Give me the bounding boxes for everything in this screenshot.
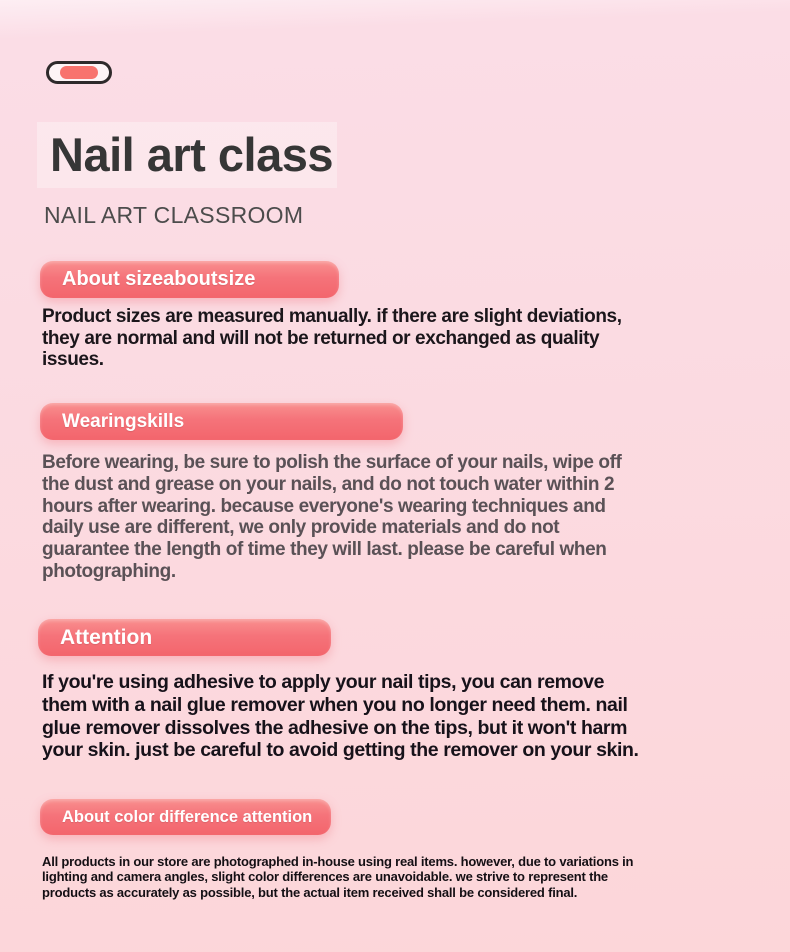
body-line: daily use are different, we only provide materials and do not — [42, 517, 560, 539]
body-line: them with a nail glue remover when you no longer need them. nail — [42, 693, 628, 716]
pill-toggle-icon — [46, 61, 112, 84]
section-body-attention — [42, 671, 639, 762]
body-line: your skin. just be careful to avoid getting the remover on your skin. — [42, 739, 639, 762]
section-label-about-size — [40, 261, 339, 298]
body-line: they are normal and will not be returned or exchanged as quality — [42, 327, 600, 349]
section-label-wearing-skills — [40, 403, 403, 440]
body-line: hours after wearing. because everyone's wearing techniques and — [42, 495, 606, 517]
body-line: Before wearing, be sure to polish the surface of your nails, wipe off — [42, 452, 622, 473]
section-label-attention — [38, 619, 331, 656]
pill-toggle-knob — [60, 66, 98, 79]
section-body-color-difference — [42, 854, 633, 900]
section-label-text: About color difference attention — [62, 807, 313, 826]
section-label-text: Wearingskills — [62, 410, 185, 432]
page-title: Nail art class — [50, 128, 334, 181]
body-line: products as accurately as possible, but the actual item received shall be considered final. — [42, 884, 578, 900]
body-line: the dust and grease on your nails, and do not touch water within 2 — [42, 473, 615, 495]
body-line: guarantee the length of time they will last. please be careful when — [42, 539, 607, 561]
section-body-wearing-skills — [42, 452, 621, 583]
section-label-text: About sizeaboutsize — [62, 268, 256, 290]
body-line: lighting and camera angles, slight color differences are unavoidable. we strive to represent the — [42, 869, 608, 885]
body-line: If you're using adhesive to apply your nail tips, you can remove — [42, 671, 605, 693]
page-subtitle: NAIL ART CLASSROOM — [44, 202, 304, 228]
body-line: glue remover dissolves the adhesive on the tips, but it won't harm — [42, 716, 628, 739]
section-label-color-difference — [40, 799, 331, 835]
body-line: photographing. — [42, 560, 176, 582]
body-line: Product sizes are measured manually. if there are slight deviations, — [42, 306, 622, 327]
section-label-text: Attention — [60, 625, 153, 649]
body-line: All products in our store are photographed in-house using real items. however, due to variations in — [42, 854, 634, 869]
section-body-about-size — [42, 306, 622, 371]
body-line: issues. — [42, 349, 104, 370]
